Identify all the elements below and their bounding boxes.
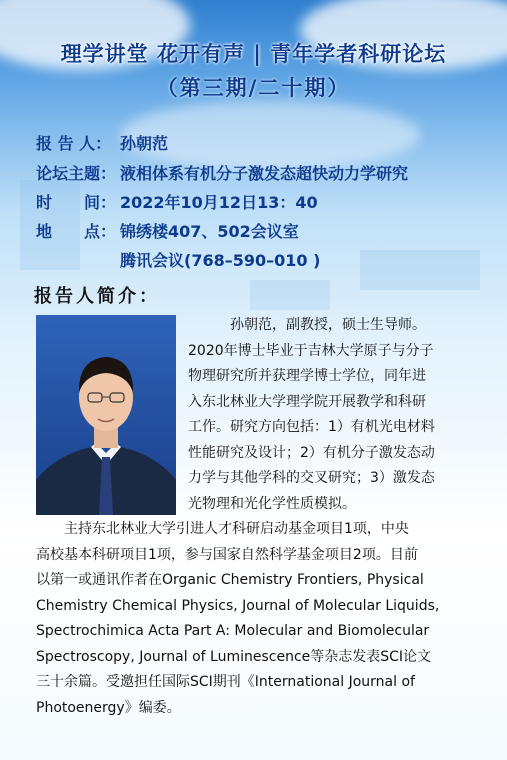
poster-title: 理学讲堂 花开有声 | 青年学者科研论坛 — [60, 42, 447, 66]
info-time — [36, 190, 318, 213]
info-label: 报 告 人： — [36, 134, 112, 153]
poster-subtitle: （第三期/二十期） — [156, 76, 351, 100]
info-value: 腾讯会议(768–590–010 ) — [120, 251, 321, 270]
info-label: 论坛主题： — [36, 164, 117, 183]
bio-line: 入东北林业大学理学院开展教学和科研 — [188, 393, 426, 410]
bio-line: 三十余篇。受邀担任国际SCI期刊《International Journal of — [36, 674, 415, 690]
info-label: 时 间： — [36, 193, 117, 212]
bio-line: Spectroscopy, Journal of Luminescence等杂志发表SCI论文 — [36, 648, 432, 665]
info-value: 锦绣楼407、502会议室 — [120, 222, 299, 241]
info-speaker — [36, 131, 168, 154]
info-topic — [36, 161, 408, 184]
bio-line: 物理研究所并获理学博士学位，同年进 — [188, 368, 426, 384]
bio-line: 以第一或通讯作者在Organic Chemistry Frontiers, Physical — [36, 572, 424, 588]
info-online-meeting — [36, 248, 320, 271]
bio-line: 2020年博士毕业于吉林大学原子与分子 — [188, 342, 434, 359]
bio-paragraph-1 — [188, 313, 480, 517]
info-value: 液相体系有机分子激发态超快动力学研究 — [120, 164, 409, 183]
bio-line: 主持东北林业大学引进人才科研启动基金项目1项，中央 — [64, 521, 409, 537]
bio-line: Photoenergy》编委。 — [36, 699, 181, 716]
bio-line: 光物理和光化学性质模拟。 — [188, 495, 356, 512]
bio-line: 工作。研究方向包括：1）有机光电材料 — [188, 419, 435, 435]
bio-line: Spectrochimica Acta Part A: Molecular and Biomolecular — [36, 623, 430, 639]
bio-heading: 报告人简介： — [34, 286, 160, 307]
info-value: 孙朝范 — [120, 134, 169, 153]
bio-paragraph-2 — [36, 517, 480, 721]
bg-pattern — [250, 280, 330, 310]
info-value: 2022年10月12日13：40 — [120, 193, 318, 212]
bio-line: Chemistry Chemical Physics, Journal of Molecular Liquids, — [36, 597, 440, 614]
bio-line: 性能研究及设计；2）有机分子激发态动 — [188, 444, 435, 461]
bio-line: 孙朝范，副教授，硕士生导师。 — [230, 317, 426, 333]
speaker-photo — [36, 315, 176, 515]
info-location — [36, 219, 299, 242]
info-label: 地 点： — [36, 222, 117, 241]
bio-line: 力学与其他学科的交叉研究；3）激发态 — [188, 470, 435, 486]
bio-line: 高校基本科研项目1项，参与国家自然科学基金项目2项。目前 — [36, 546, 418, 563]
bg-pattern — [360, 250, 480, 290]
portrait-image — [36, 315, 176, 515]
